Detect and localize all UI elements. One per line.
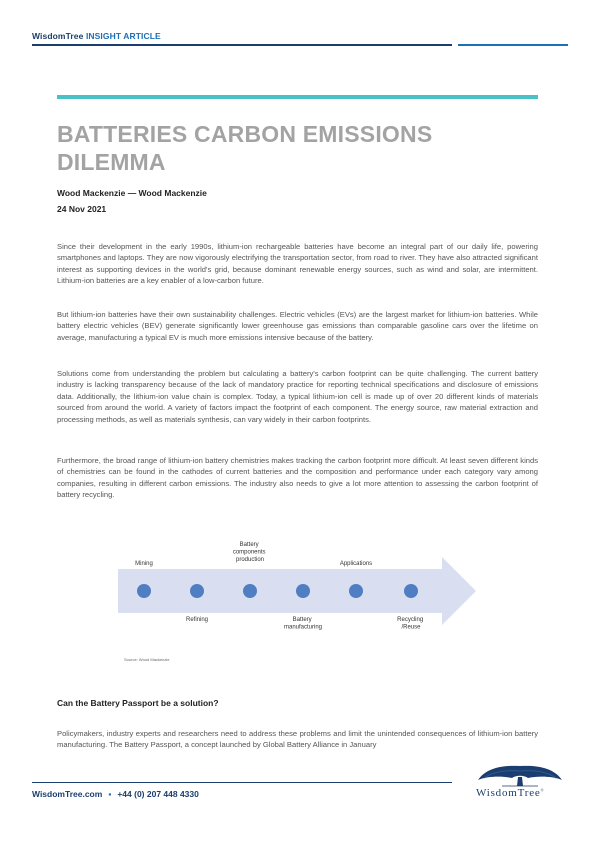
stage-label-recycling: Recycling /Reuse bbox=[397, 617, 424, 631]
stage-dot-refining bbox=[190, 584, 204, 598]
body-paragraph-2: But lithium-ion batteries have their own sustainability challenges. Electric vehicles (EVs) are the largest market for lithium-ion batteries. While battery electric vehicles (BEV) generate significantly lower greenhouse gas emissions than comparable gasoline cars over the lifetime on average, manufacturing a typical EV is much more emissions intensive because of the battery. bbox=[57, 310, 538, 342]
figure-source: Source: Wood Mackenzie bbox=[124, 657, 170, 662]
header-kind: INSIGHT ARTICLE bbox=[85, 31, 161, 41]
footer-contact bbox=[32, 789, 199, 799]
stage-label-refining: Refining bbox=[185, 617, 209, 623]
footer-separator: ▪ bbox=[108, 789, 112, 799]
stage-label-mining: Mining bbox=[135, 561, 153, 567]
header-brand: WisdomTree bbox=[32, 31, 84, 41]
value-chain-diagram bbox=[110, 535, 480, 665]
stage-label-components: Battery components production bbox=[232, 542, 266, 563]
header-rule-blue bbox=[458, 44, 568, 46]
stage-label-applications: Applications bbox=[339, 561, 373, 567]
wisdomtree-tree-logo-icon bbox=[472, 762, 568, 806]
stage-dot-mining bbox=[137, 584, 151, 598]
section-heading: Can the Battery Passport be a solution? bbox=[57, 698, 219, 708]
logo-text: WisdomTree bbox=[476, 787, 541, 799]
article-byline: Wood Mackenzie — Wood Mackenzie bbox=[57, 188, 207, 198]
article-date: 24 Nov 2021 bbox=[57, 204, 107, 214]
footer-phone: +44 (0) 207 448 4330 bbox=[117, 789, 199, 799]
body-paragraph-3: Solutions come from understanding the problem but calculating a battery's carbon footprint can be quite challenging. The current battery industry is lacking transparency because of the lack of mandatory practice for reporting technical specifications and disclosure of emissions data. Additionally, the lithium-ion value chain is complex. Today, a typical lithium-ion cell is made up of over 20 different kinds of materials sourced from around the world. A variety of factors impact the footprint of each component. The energy source, raw material extraction and processing methods, as well as materials synthesis, can vary widely in their carbon footprints. bbox=[57, 369, 538, 424]
article-title: BATTERIES CARBON EMISSIONS DILEMMA bbox=[57, 121, 433, 175]
stage-dot-manufacturing bbox=[296, 584, 310, 598]
footer-rule bbox=[32, 782, 452, 783]
footer-website-link[interactable]: WisdomTree.com bbox=[32, 789, 103, 799]
logo-registered-mark: ® bbox=[540, 787, 545, 793]
section-paragraph: Policymakers, industry experts and researchers need to address these problems and limit the unintended consequences of lithium-ion battery manufacturing. The Battery Passport, a concept launched by Global Battery Alliance in January bbox=[57, 729, 538, 750]
header-label bbox=[32, 31, 161, 41]
wisdomtree-logo-wordmark bbox=[476, 787, 544, 799]
stage-label-manufacturing: Battery manufacturing bbox=[283, 617, 323, 631]
header-rule-navy bbox=[32, 44, 452, 46]
body-paragraph-1: Since their development in the early 1990s, lithium-ion rechargeable batteries have become an integral part of our daily life, powering smartphones and laptops. They are now vigorously electrifying the transportation sector, from road to river. They have also attracted significant interest as supporting devices in the world's grid, because dominant renewable energy sources, such as wind and solar, are intermittent. Lithium-ion batteries are a key enabler of a low-carbon future. bbox=[57, 242, 538, 286]
stage-dot-applications bbox=[349, 584, 363, 598]
title-accent-bar bbox=[57, 95, 538, 99]
body-paragraph-4: Furthermore, the broad range of lithium-ion battery chemistries makes tracking the carbon footprint more difficult. At least seven different kinds of chemistries can be found in the cathodes of current batteries and the composition and performance under each category vary among companies, resulting in different carbon emissions. The industry also needs to give a lot more attention to assessing the carbon footprint of battery recycling. bbox=[57, 456, 538, 500]
stage-dot-recycling bbox=[404, 584, 418, 598]
stage-dot-components bbox=[243, 584, 257, 598]
